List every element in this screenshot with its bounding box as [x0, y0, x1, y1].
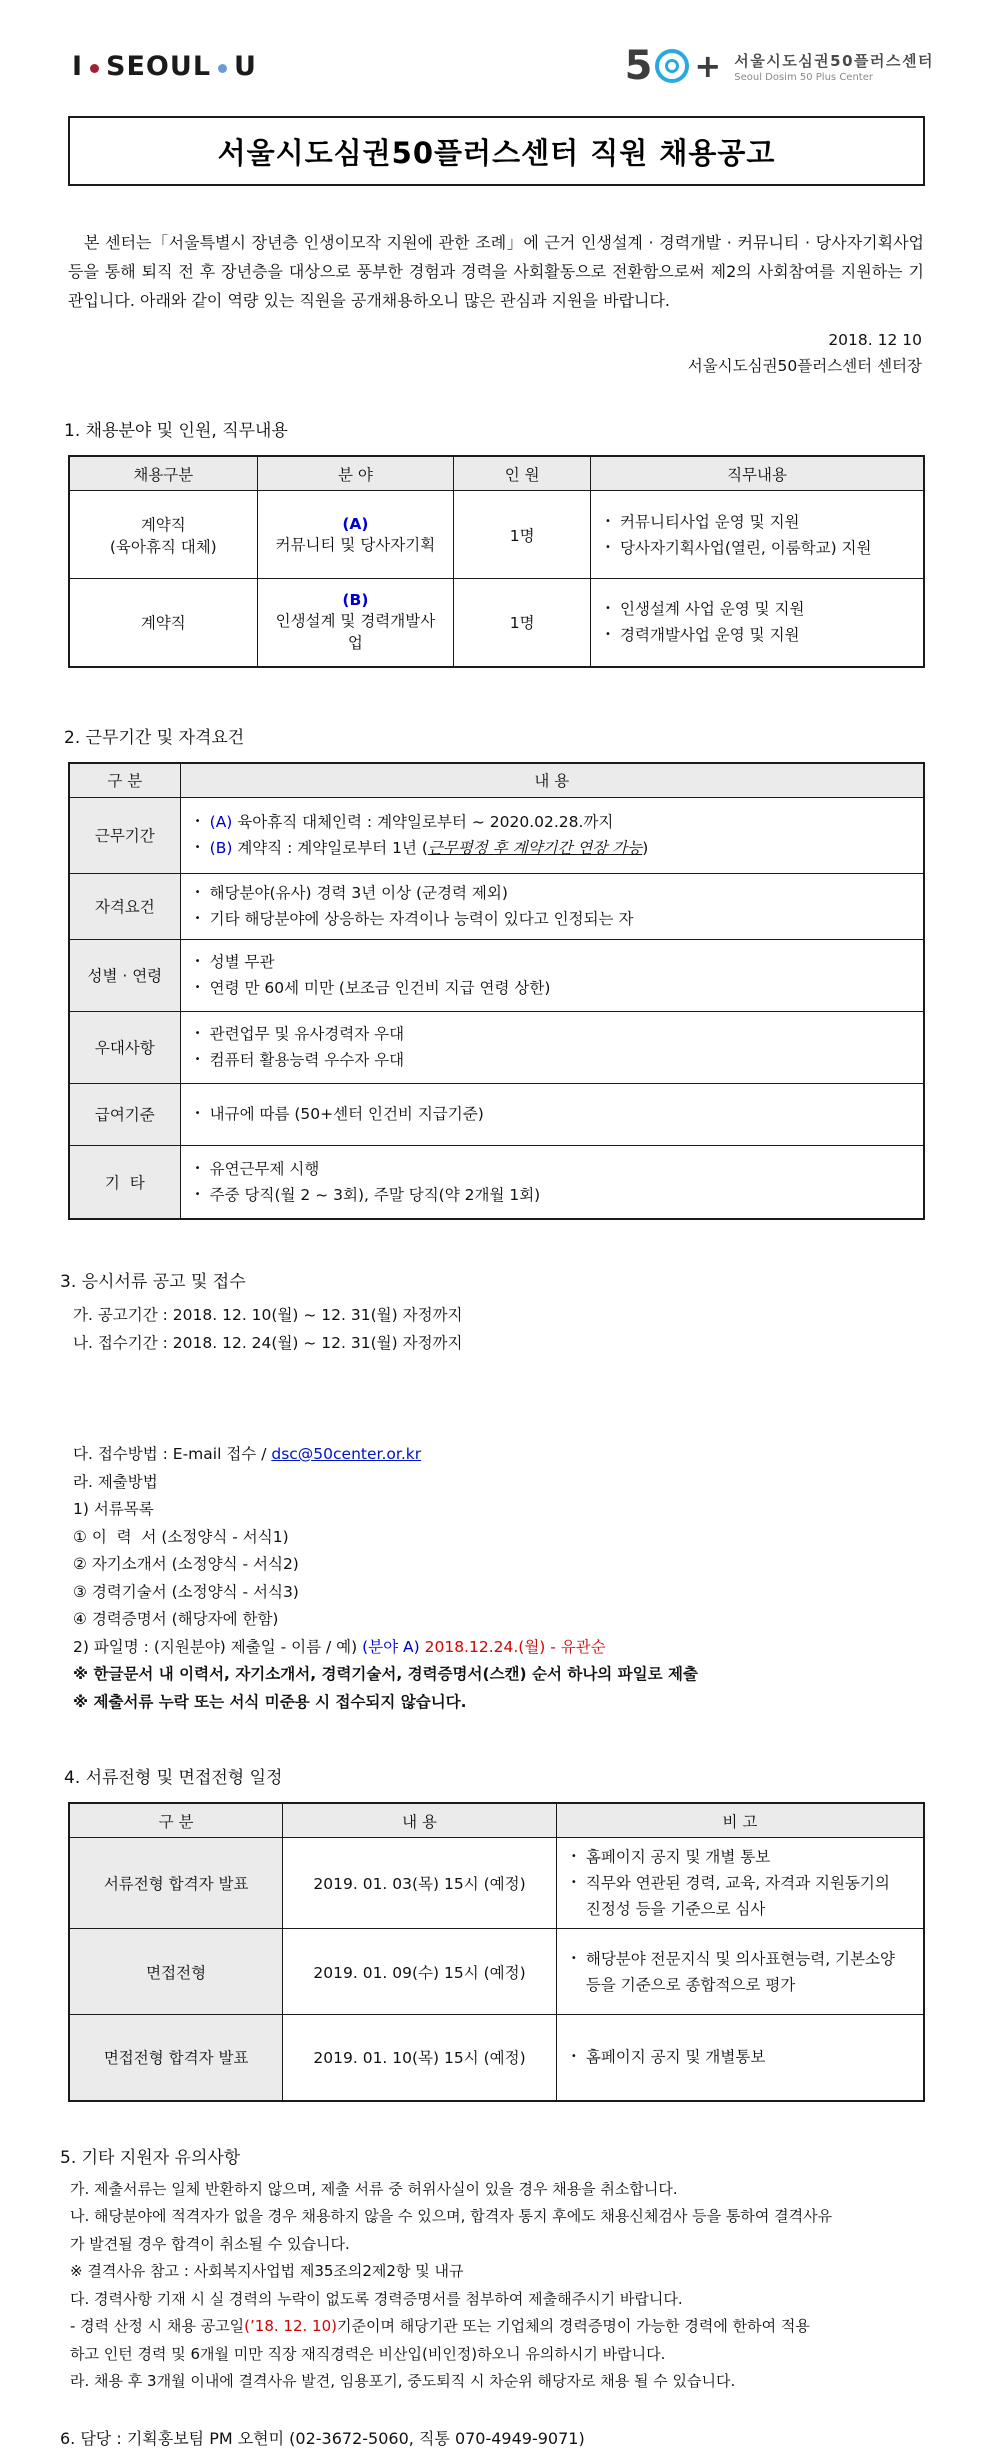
list-item — [195, 1182, 909, 1208]
document-item: ④ 경력증명서 (해당자에 한함) — [73, 1610, 279, 1628]
plus-icon: + — [694, 47, 722, 85]
center-name-english: Seoul Dosim 50 Plus Center — [734, 71, 873, 83]
table-header-row — [69, 1803, 924, 1838]
reference-date: (’18. 12. 10) — [244, 2317, 337, 2335]
column-header: 비 고 — [556, 1803, 924, 1838]
list-item — [195, 1156, 909, 1182]
field-name: 커뮤니티 및 당사자기획 — [275, 535, 436, 554]
option-text: 육아휴직 대체인력 : 계약일로부터 ~ 2020.02.28.까지 — [237, 813, 614, 831]
list-item — [571, 1870, 909, 1922]
application-period-line: 나. 접수기간 : 2018. 12. 24(월) ~ 12. 31(월) 자정까지 — [73, 1333, 463, 1352]
column-header: 채용구분 — [69, 456, 257, 491]
bullet-icon: • — [194, 842, 201, 853]
caution-item: 라. 채용 후 3개월 이내에 결격사유 발견, 임용포기, 중도퇴직 시 차순위 해당자로 채용 될 수 있습니다. — [70, 2372, 736, 2390]
list-item — [195, 1047, 909, 1073]
row-label: 면접전형 — [69, 1929, 283, 2015]
list-item — [571, 2044, 909, 2070]
list-item — [605, 622, 909, 648]
bullet-icon: • — [605, 541, 611, 553]
bullet-icon: • — [194, 1054, 201, 1065]
document-item: ① 이 력 서 (소정양식 - 서식1) — [73, 1527, 289, 1546]
cell-content — [180, 939, 924, 1011]
document-item: ② 자기소개서 (소정양식 - 서식2) — [73, 1555, 299, 1573]
bullet-icon: • — [570, 2051, 577, 2063]
column-header: 내 용 — [283, 1803, 557, 1838]
table-row — [69, 1838, 924, 1929]
item-text — [210, 809, 614, 835]
table-row — [69, 579, 924, 667]
logo-letter-i: I — [72, 50, 84, 82]
table-row-work-period — [69, 797, 924, 873]
duty-text: 커뮤니티사업 운영 및 지원 — [620, 512, 800, 531]
text-line: 계약직 — [140, 614, 186, 633]
filename-example: 2018.12.24.(월) - 유관순 — [424, 1637, 606, 1656]
bullet-icon: • — [570, 1851, 577, 1862]
row-label: 서류전형 합격자 발표 — [69, 1838, 283, 1929]
item-text: 기타 해당분야에 상응하는 자격이나 능력이 있다고 인정되는 자 — [209, 910, 634, 928]
table-row — [69, 2015, 924, 2101]
target-circle-icon — [655, 49, 689, 83]
red-dot-icon — [90, 64, 99, 73]
row-label: 근무기간 — [69, 797, 180, 873]
item-text: 연령 만 60세 미만 (보조금 인건비 지급 연령 상한) — [209, 979, 551, 997]
bullet-icon: • — [605, 603, 611, 615]
cell-schedule: 2019. 01. 10(목) 15시 (예정) — [283, 2015, 557, 2101]
cell-headcount: 1명 — [454, 579, 591, 667]
list-item — [195, 949, 909, 975]
section3-heading: 3. 응시서류 공고 및 접수 — [60, 1272, 246, 1292]
column-header: 구 분 — [69, 763, 180, 798]
submission-note: ※ 제출서류 누락 또는 서식 미준용 시 접수되지 않습니다. — [73, 1692, 467, 1711]
table-row — [69, 491, 924, 579]
bullet-icon: • — [194, 956, 201, 967]
cell-remarks — [556, 1838, 924, 1929]
item-text: 컴퓨터 활용능력 우수자 우대 — [209, 1051, 405, 1069]
table-header-row — [69, 456, 924, 491]
bullet-icon: • — [194, 1028, 201, 1039]
cell-content — [180, 1145, 924, 1219]
submission-note: ※ 한글문서 내 이력서, 자기소개서, 경력기술서, 경력증명서(스캔) 순서 하나의 파일로 제출 — [73, 1665, 698, 1683]
cell-content — [180, 1083, 924, 1145]
notice-period-line: 가. 공고기간 : 2018. 12. 10(월) ~ 12. 31(월) 자정까지 — [73, 1306, 463, 1324]
remark-text: 홈페이지 공지 및 개별통보 — [585, 2048, 766, 2067]
bullet-icon: • — [194, 1108, 201, 1119]
filename-rule-text: 2) 파일명 : (지원분야) 제출일 - 이름 / 예) — [73, 1637, 358, 1656]
cell-remarks — [556, 2015, 924, 2101]
notice-date: 2018. 12 10 — [828, 331, 922, 349]
column-header: 직무내용 — [591, 456, 924, 491]
list-item — [571, 1946, 909, 1998]
blue-dot-icon — [218, 64, 227, 73]
cell-headcount: 1명 — [454, 491, 591, 579]
fifty-plus-logo — [624, 43, 934, 89]
option-code: (A) — [209, 813, 233, 831]
bullet-icon: • — [194, 982, 201, 993]
table-row — [69, 1929, 924, 2015]
list-item — [605, 535, 909, 561]
duty-text: 인생설계 사업 운영 및 지원 — [620, 600, 805, 619]
application-method-line — [73, 1441, 992, 1469]
item-text: 해당분야(유사) 경력 3년 이상 (군경력 제외) — [209, 884, 508, 902]
sub-item-tail: 기준이며 해당기관 또는 기업체의 경력증명이 가능한 경력에 한하여 적용 — [336, 2317, 810, 2335]
caution-item: 다. 경력사항 기재 시 실 경력의 누락이 없도록 경력증명서를 첨부하여 제출해주시기 바랍니다. — [70, 2289, 683, 2308]
sub-item-text: - 경력 산정 시 채용 공고일 — [70, 2317, 245, 2335]
submission-method-line: 라. 제출방법 — [73, 1472, 158, 1491]
bullet-icon: • — [194, 816, 201, 827]
logo-number-five: 5 — [624, 43, 653, 89]
i-seoul-u-logo — [72, 51, 257, 82]
item-text — [210, 835, 649, 861]
caution-reference-note: ※ 결격사유 참고 : 사회복지사업법 제35조의2제2항 및 내규 — [70, 2262, 464, 2280]
item-text: 유연근무제 시행 — [209, 1159, 320, 1178]
remark-text: 해당분야 전문지식 및 의사표현능력, 기본소양 등을 기준으로 종합적으로 평가 — [585, 1949, 895, 1994]
bullet-icon: • — [194, 913, 201, 924]
field-code: (A) — [342, 514, 369, 533]
contact-line: 6. 담당 : 기획홍보팀 PM 오현미 (02-3672-5060, 직통 070-4949-9071) — [60, 2428, 585, 2448]
schedule-table — [68, 1802, 925, 2102]
cell-employment-type — [69, 579, 257, 667]
row-label: 성별 · 연령 — [69, 939, 180, 1011]
bullet-icon: • — [570, 1952, 577, 1964]
duty-text: 당사자기획사업(열린, 이룸학교) 지원 — [620, 538, 872, 557]
logo-letter-u: U — [234, 50, 257, 82]
option-code: (B) — [209, 839, 233, 857]
row-label: 기 타 — [69, 1145, 180, 1219]
remark-text: 홈페이지 공지 및 개별 통보 — [585, 1848, 771, 1866]
section2-heading: 2. 근무기간 및 자격요건 — [64, 727, 245, 748]
cell-content — [180, 797, 924, 873]
cell-remarks — [556, 1929, 924, 2015]
row-label: 급여기준 — [69, 1083, 180, 1145]
list-item — [195, 880, 909, 906]
table-row-gender-age — [69, 939, 924, 1011]
email-link[interactable]: dsc@50center.or.kr — [271, 1445, 422, 1463]
recruitment-fields-table — [68, 455, 925, 668]
caution-item-continued: 가 발견될 경우 합격이 취소될 수 있습니다. — [70, 2234, 350, 2253]
page-header — [0, 0, 992, 89]
intro-paragraph: 본 센터는「서울특별시 장년층 인생이모작 지원에 관한 조례」에 근거 인생설계 · 경력개발 · 커뮤니티 · 당사자기획사업 등을 통해 퇴직 전 후 장년층을 대상으로 풍부한 경험과 경력을 사회활동으로 전환함으로써 제2의 사회참여를 지원하는 기관입니다. 아래와 같이 역량 있는 직원을 공개채용하오니 많은 관심과 지원을 바랍니다. — [68, 233, 924, 310]
column-header: 분 야 — [257, 456, 454, 491]
document-list-title: 1) 서류목록 — [73, 1500, 154, 1518]
table-row-qualification — [69, 873, 924, 939]
column-header: 구 분 — [69, 1803, 283, 1838]
caution-item: 나. 해당분야에 적격자가 없을 경우 채용하지 않을 수 있으며, 합격자 통지 후에도 채용신체검사 등을 통하여 결격사유 — [70, 2207, 833, 2225]
cell-schedule: 2019. 01. 03(목) 15시 (예정) — [283, 1838, 557, 1929]
notice-title: 서울시도심권50플러스센터 직원 채용공고 — [217, 135, 776, 170]
text-line: (육아휴직 대체) — [109, 537, 217, 556]
caution-sub-item-continued: 하고 인턴 경력 및 6개월 미만 직장 재직경력은 비산입(비인정)하오니 유의하시기 바랍니다. — [70, 2344, 666, 2363]
list-item — [195, 906, 909, 932]
column-header: 인 원 — [454, 456, 591, 491]
bullet-icon: • — [605, 515, 611, 527]
notice-title-box — [68, 116, 925, 186]
section5 — [60, 2146, 992, 2396]
list-item — [195, 1101, 909, 1127]
center-name-korean: 서울시도심권50플러스센터 — [734, 51, 934, 70]
list-item — [195, 809, 909, 835]
table-header-row — [69, 763, 924, 798]
item-text: 내규에 따름 (50+센터 인건비 지급기준) — [209, 1105, 484, 1123]
list-item — [605, 509, 909, 535]
item-text: 관련업무 및 유사경력자 우대 — [209, 1025, 405, 1043]
option-note: 근무평정 후 계약기간 연장 가능 — [427, 839, 643, 857]
bullet-icon: • — [194, 887, 201, 898]
list-item — [605, 596, 909, 622]
conditions-table — [68, 762, 925, 1221]
cell-schedule: 2019. 01. 09(수) 15시 (예정) — [283, 1929, 557, 2015]
list-item — [195, 835, 909, 861]
notice-signer: 서울시도심권50플러스센터 센터장 — [687, 357, 922, 375]
section4-heading: 4. 서류전형 및 면접전형 일정 — [64, 1768, 283, 1788]
table-row-etc — [69, 1145, 924, 1219]
document-item: ③ 경력기술서 (소정양식 - 서식3) — [73, 1582, 299, 1601]
option-text: 계약직 : 계약일로부터 1년 ( — [237, 839, 428, 857]
method-text: 다. 접수방법 : E-mail 접수 / — [73, 1445, 267, 1463]
text-line: 계약직 — [140, 515, 186, 534]
caution-item: 가. 제출서류는 일체 반환하지 않으며, 제출 서류 중 허위사실이 있을 경우 채용을 취소합니다. — [70, 2179, 678, 2198]
duty-text: 경력개발사업 운영 및 지원 — [620, 626, 800, 645]
item-text: 성별 무관 — [209, 953, 275, 971]
bullet-icon: • — [605, 629, 611, 641]
section1-heading: 1. 채용분야 및 인원, 직무내용 — [64, 421, 288, 441]
option-tail: ) — [642, 839, 649, 857]
logo-word-seoul: SEOUL — [106, 50, 212, 82]
list-item — [571, 1844, 909, 1870]
cell-content — [180, 1011, 924, 1083]
bullet-icon: • — [570, 1877, 577, 1888]
cell-field — [257, 491, 454, 579]
filename-rule-line — [73, 1634, 992, 1662]
row-label: 면접전형 합격자 발표 — [69, 2015, 283, 2101]
center-name-block — [734, 50, 934, 83]
remark-text: 직무와 연관된 경력, 교육, 자격과 지원동기의 진정성 등을 기준으로 심사 — [585, 1874, 890, 1918]
list-item — [195, 1021, 909, 1047]
column-header: 내 용 — [180, 763, 924, 798]
item-text: 주중 당직(월 2 ~ 3회), 주말 당직(약 2개월 1회) — [209, 1185, 541, 1204]
cell-employment-type — [69, 491, 257, 579]
row-label: 우대사항 — [69, 1011, 180, 1083]
bullet-icon: • — [194, 1162, 201, 1174]
field-code: (B) — [342, 591, 369, 610]
section3 — [60, 1270, 992, 1716]
cell-duties — [591, 491, 924, 579]
bullet-icon: • — [194, 1188, 201, 1200]
cell-field — [257, 579, 454, 667]
table-row-salary — [69, 1083, 924, 1145]
section5-heading: 5. 기타 지원자 유의사항 — [60, 2147, 241, 2168]
table-row-preference — [69, 1011, 924, 1083]
caution-sub-item — [70, 2313, 992, 2341]
row-label: 자격요건 — [69, 873, 180, 939]
filename-field-example: (분야 A) — [362, 1637, 420, 1656]
cell-content — [180, 873, 924, 939]
cell-duties — [591, 579, 924, 667]
list-item — [195, 975, 909, 1001]
field-name: 인생설계 및 경력개발사업 — [275, 612, 436, 653]
